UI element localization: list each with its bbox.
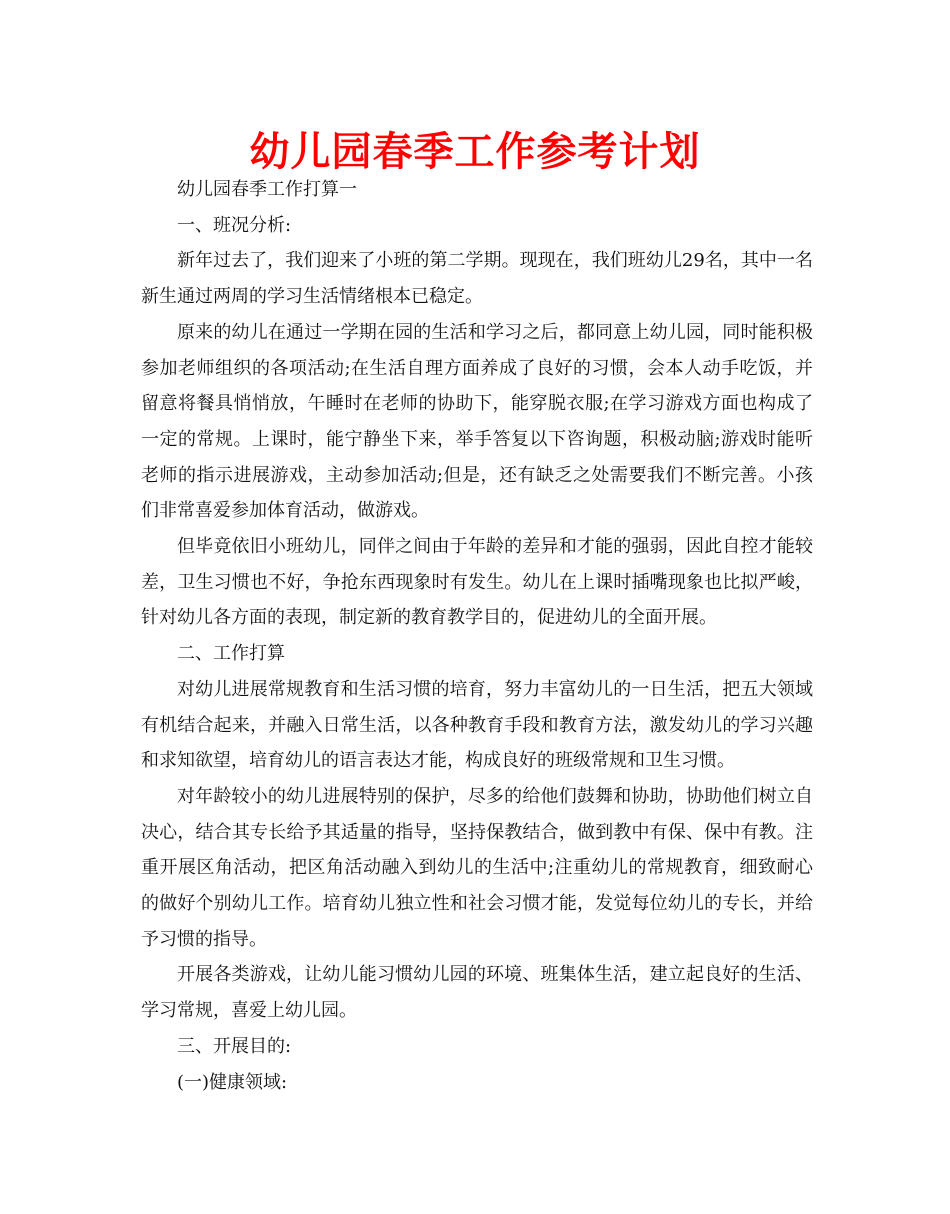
- paragraph: 对幼儿进展常规教育和生活习惯的培育，努力丰富幼儿的一日生活，把五大领域有机结合起来，并融入日常生活，以各种教育手段和教育方法，激发幼儿的学习兴趣和求知欲望，培育幼儿的语言表达才能，构成良好的班级常规和卫生习惯。: [141, 678, 813, 772]
- document-title: 幼儿园春季工作参考计划: [249, 128, 701, 175]
- paragraph: 开展各类游戏，让幼儿能习惯幼儿园的环境、班集体生活，建立起良好的生活、学习常规，喜爱上幼儿园。: [141, 964, 813, 1022]
- subsection-heading: (一)健康领域:: [177, 1071, 288, 1093]
- paragraph: 原来的幼儿在通过一学期在园的生活和学习之后，都同意上幼儿园，同时能积极参加老师组织的各项活动;在生活自理方面养成了良好的习惯，会本人动手吃饭，并留意将餐具悄悄放，午睡时在老师的协助下，能穿脱衣服;在学习游戏方面也构成了一定的常规。上课时，能宁静坐下来，举手答复以下咨询题，积极动脑;游戏时能听老师的指示进展游戏，主动参加活动;但是，还有缺乏之处需要我们不断完善。小孩们非常喜爱参加体育活动，做游戏。: [141, 321, 813, 522]
- document-body: [141, 172, 813, 1100]
- paragraph: 新年过去了，我们迎来了小班的第二学期。现现在，我们班幼儿29名，其中一名新生通过两周的学习生活情绪根本已稳定。: [141, 250, 813, 308]
- section-heading: 三、开展目的:: [177, 1035, 292, 1057]
- paragraph: 对年龄较小的幼儿进展特别的保护，尽多的给他们鼓舞和协助，协助他们树立自决心，结合其专长给予其适量的指导，坚持保教结合，做到教中有保、保中有教。注重开展区角活动，把区角活动融入到幼儿的生活中;注重幼儿的常规教育，细致耐心的做好个别幼儿工作。培育幼儿独立性和社会习惯才能，发觉每位幼儿的专长，并给予习惯的指导。: [141, 785, 813, 950]
- paragraph: 但毕竟依旧小班幼儿，同伴之间由于年龄的差异和才能的强弱，因此自控才能较差，卫生习惯也不好，争抢东西现象时有发生。幼儿在上课时插嘴现象也比拟严峻，针对幼儿各方面的表现，制定新的教育教学目的，促进幼儿的全面开展。: [141, 536, 813, 629]
- paragraph-heading: 幼儿园春季工作打算一: [177, 179, 357, 200]
- section-heading: 一、班况分析:: [177, 214, 292, 236]
- section-heading: 二、工作打算: [177, 643, 285, 665]
